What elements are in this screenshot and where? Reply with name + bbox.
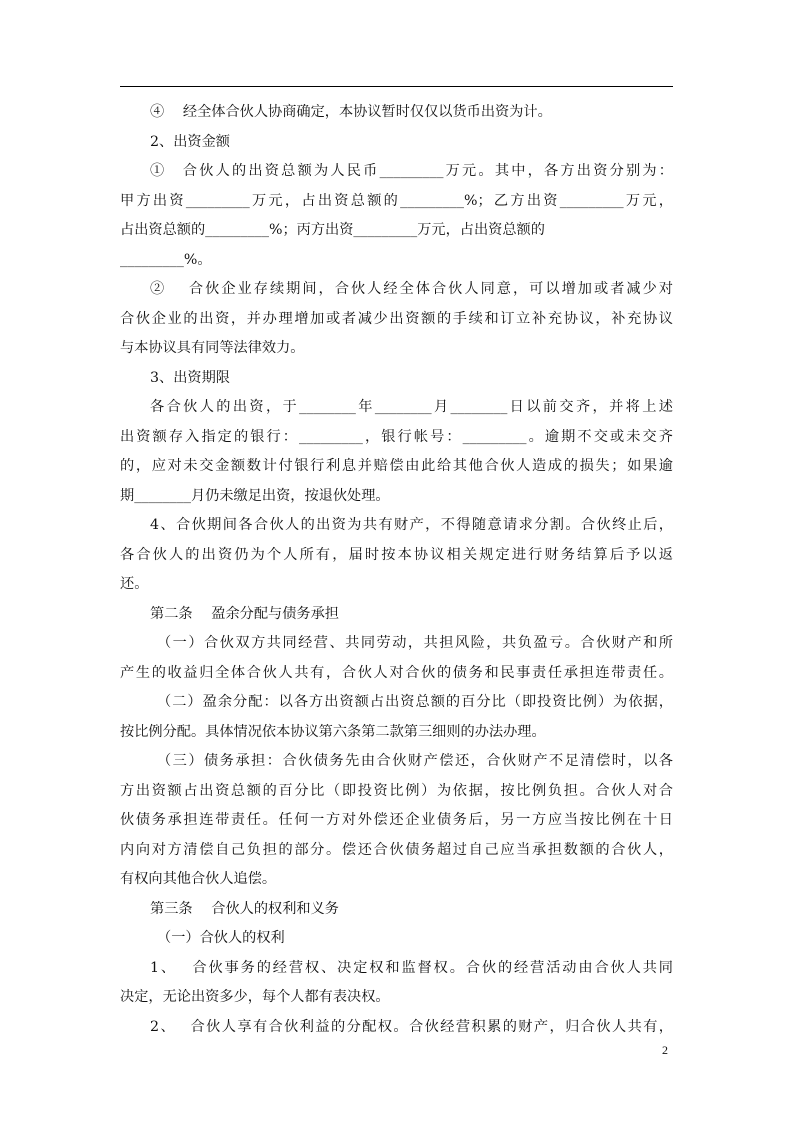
text-line: 2、 合伙人享有合伙利益的分配权。合伙经营积累的财产，归合伙人共有， xyxy=(150,1018,673,1035)
text-line: 甲方出资_________万元，占出资总额的_________%；乙方出资_________万元， xyxy=(120,192,673,209)
section-heading: 第二条 盈余分配与债务承担 xyxy=(150,605,339,622)
text-line: 伙债务承担连带责任。任何一方对外偿还企业债务后，另一方应当按比例在十日 xyxy=(120,812,673,828)
text-line: 决定，无论出资多少，每个人都有表决权。 xyxy=(120,989,390,1005)
text-line: 还。 xyxy=(120,576,149,592)
text-line: 按比例分配。具体情况依本协议第六条第二款第三细则的办法办理。 xyxy=(120,723,546,740)
text-line: 有权向其他合伙人追偿。 xyxy=(120,871,277,887)
text-line: 3、出资期限 xyxy=(150,369,230,386)
text-line: ② 合伙企业存续期间，合伙人经全体合伙人同意，可以增加或者减少对 xyxy=(150,281,673,297)
text-line: 各合伙人的出资，于________年________月________日以前交齐，并将上述 xyxy=(150,399,673,415)
text-line: ① 合伙人的出资总额为人民币_________万元。其中，各方出资分别为： xyxy=(150,163,673,179)
text-line: 内向对方清偿自己负担的部分。偿还合伙债务超过自己应当承担数额的合伙人， xyxy=(120,841,673,858)
text-line: ④ 经全体合伙人协商确定，本协议暂时仅仅以货币出资为计。 xyxy=(150,104,552,120)
page-number: 2 xyxy=(662,1043,668,1057)
text-line: 产生的收益归全体合伙人共有，合伙人对合伙的债务和民事责任承担连带责任。 xyxy=(120,664,673,681)
text-line: 1、 合伙事务的经营权、决定权和监督权。合伙的经营活动由合伙人共同 xyxy=(150,959,673,976)
text-line: （三）债务承担：合伙债务先由合伙财产偿还，合伙财产不足清偿时，以各 xyxy=(157,753,673,769)
header-rule xyxy=(120,86,673,87)
text-line: 与本协议具有同等法律效力。 xyxy=(120,340,305,356)
document-body xyxy=(120,98,673,1042)
text-line: 期________月仍未缴足出资，按退伙处理。 xyxy=(120,487,390,504)
section-heading: 第三条 合伙人的权利和义务 xyxy=(150,900,339,917)
text-line: 的，应对未交金额数计付银行利息并赔偿由此给其他合伙人造成的损失；如果逾 xyxy=(120,458,673,474)
text-line: 4、合伙期间各合伙人的出资为共有财产，不得随意请求分割。合伙终止后， xyxy=(150,517,673,533)
text-line: （一）合伙双方共同经营、共同劳动，共担风险，共负盈亏。合伙财产和所 xyxy=(157,635,673,651)
text-line: 出资额存入指定的银行：_________，银行帐号：_________。逾期不交或未交齐 xyxy=(120,428,673,445)
text-line: 占出资总额的_________%；丙方出资_________万元，占出资总额的 xyxy=(120,222,545,238)
text-line: （二）盈余分配：以各方出资额占出资总额的百分比（即投资比例）为依据， xyxy=(157,694,673,710)
text-line: 方出资额占出资总额的百分比（即投资比例）为依据，按比例负担。合伙人对合 xyxy=(120,782,673,799)
subsection-heading: （一）合伙人的权利 xyxy=(157,930,285,946)
text-line: _________%。 xyxy=(120,251,212,268)
text-line: 各合伙人的出资仍为个人所有，届时按本协议相关规定进行财务结算后予以返 xyxy=(120,546,673,563)
text-line: 合伙企业的出资，并办理增加或者减少出资额的手续和订立补充协议，补充协议 xyxy=(120,310,673,327)
text-line: 2、出资金额 xyxy=(150,133,230,150)
